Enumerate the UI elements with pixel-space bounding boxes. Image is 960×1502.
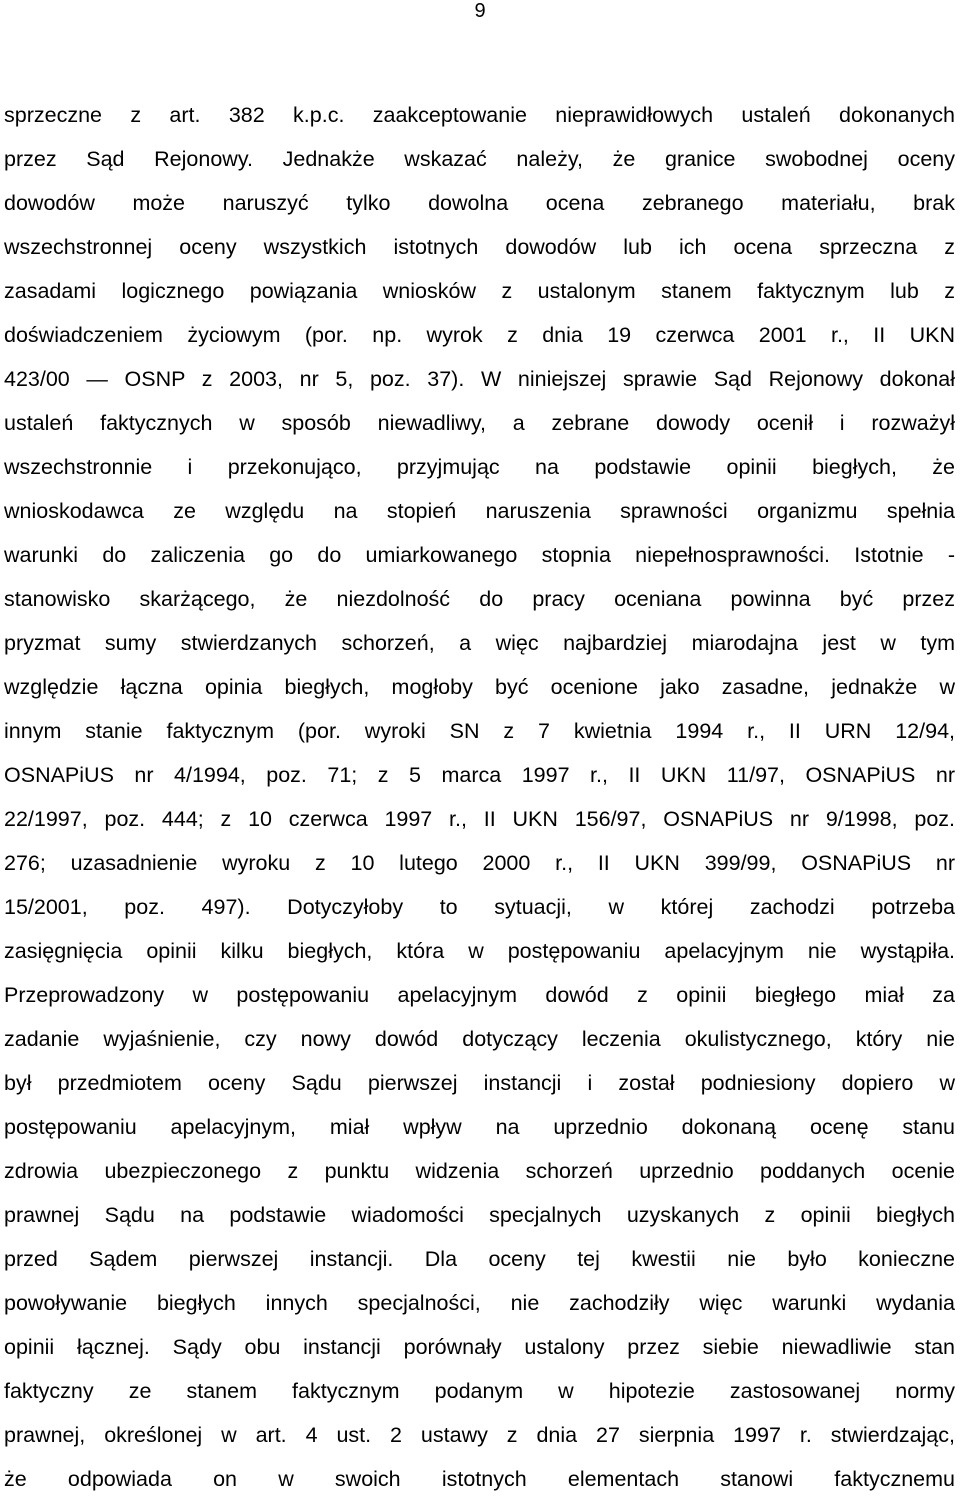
text-line: opinii łącznej. Sądy obu instancji porównały ustalony przez siebie niewadliwie stan bbox=[4, 1335, 955, 1359]
text-line: stanowisko skarżącego, że niezdolność do pracy oceniana powinna być przez bbox=[4, 587, 955, 611]
text-line: innym stanie faktycznym (por. wyroki SN z 7 kwietnia 1994 r., II URN 12/94, bbox=[4, 719, 955, 743]
text-line: dowodów może naruszyć tylko dowolna ocena zebranego materiału, brak bbox=[4, 191, 955, 215]
text-line: wnioskodawca ze względu na stopień naruszenia sprawności organizmu spełnia bbox=[4, 499, 955, 523]
body-text bbox=[4, 93, 955, 1501]
text-line: faktyczny ze stanem faktycznym podanym w hipotezie zastosowanej normy bbox=[4, 1379, 955, 1403]
text-line: zadanie wyjaśnienie, czy nowy dowód dotyczący leczenia okulistycznego, który nie bbox=[4, 1027, 955, 1051]
text-line: wszechstronnie i przekonująco, przyjmując na podstawie opinii biegłych, że bbox=[4, 455, 955, 479]
text-line: prawnej, określonej w art. 4 ust. 2 ustawy z dnia 27 sierpnia 1997 r. stwierdzając, bbox=[4, 1423, 955, 1447]
page-number: 9 bbox=[474, 0, 486, 22]
text-line: OSNAPiUS nr 4/1994, poz. 71; z 5 marca 1997 r., II UKN 11/97, OSNAPiUS nr bbox=[4, 763, 955, 787]
text-line: przed Sądem pierwszej instancji. Dla oceny tej kwestii nie było konieczne bbox=[4, 1247, 955, 1271]
text-line: 22/1997, poz. 444; z 10 czerwca 1997 r., II UKN 156/97, OSNAPiUS nr 9/1998, poz. bbox=[4, 807, 955, 831]
text-line: ustaleń faktycznych w sposób niewadliwy, a zebrane dowody ocenił i rozważył bbox=[4, 411, 955, 435]
text-line: przez Sąd Rejonowy. Jednakże wskazać należy, że granice swobodnej oceny bbox=[4, 147, 955, 171]
text-line: 276; uzasadnienie wyroku z 10 lutego 2000 r., II UKN 399/99, OSNAPiUS nr bbox=[4, 851, 955, 875]
text-line: wszechstronnej oceny wszystkich istotnych dowodów lub ich ocena sprzeczna z bbox=[4, 235, 955, 259]
text-line: sprzeczne z art. 382 k.p.c. zaakceptowanie nieprawidłowych ustaleń dokonanych bbox=[4, 103, 955, 127]
text-line: 15/2001, poz. 497). Dotyczyłoby to sytuacji, w której zachodzi potrzeba bbox=[4, 895, 955, 919]
text-line: postępowaniu apelacyjnym, miał wpływ na uprzednio dokonaną ocenę stanu bbox=[4, 1115, 955, 1139]
text-line: pryzmat sumy stwierdzanych schorzeń, a więc najbardziej miarodajna jest w tym bbox=[4, 631, 955, 655]
text-line: Przeprowadzony w postępowaniu apelacyjnym dowód z opinii biegłego miał za bbox=[4, 983, 955, 1007]
text-line: doświadczeniem życiowym (por. np. wyrok z dnia 19 czerwca 2001 r., II UKN bbox=[4, 323, 955, 347]
text-line: 423/00 — OSNP z 2003, nr 5, poz. 37). W niniejszej sprawie Sąd Rejonowy dokonał bbox=[4, 367, 955, 391]
text-line: że odpowiada on w swoich istotnych elementach stanowi faktycznemu bbox=[4, 1467, 955, 1491]
text-line: warunki do zaliczenia go do umiarkowanego stopnia niepełnosprawności. Istotnie - bbox=[4, 543, 955, 567]
text-line: zdrowia ubezpieczonego z punktu widzenia schorzeń uprzednio poddanych ocenie bbox=[4, 1159, 955, 1183]
text-line: powoływanie biegłych innych specjalności, nie zachodziły więc warunki wydania bbox=[4, 1291, 955, 1315]
text-line: względzie łączna opinia biegłych, mogłoby być ocenione jako zasadne, jednakże w bbox=[4, 675, 955, 699]
text-line: zasięgnięcia opinii kilku biegłych, która w postępowaniu apelacyjnym nie wystąpiła. bbox=[4, 939, 955, 963]
text-line: prawnej Sądu na podstawie wiadomości specjalnych uzyskanych z opinii biegłych bbox=[4, 1203, 955, 1227]
text-line: był przedmiotem oceny Sądu pierwszej instancji i został podniesiony dopiero w bbox=[4, 1071, 955, 1095]
text-line: zasadami logicznego powiązania wniosków z ustalonym stanem faktycznym lub z bbox=[4, 279, 955, 303]
